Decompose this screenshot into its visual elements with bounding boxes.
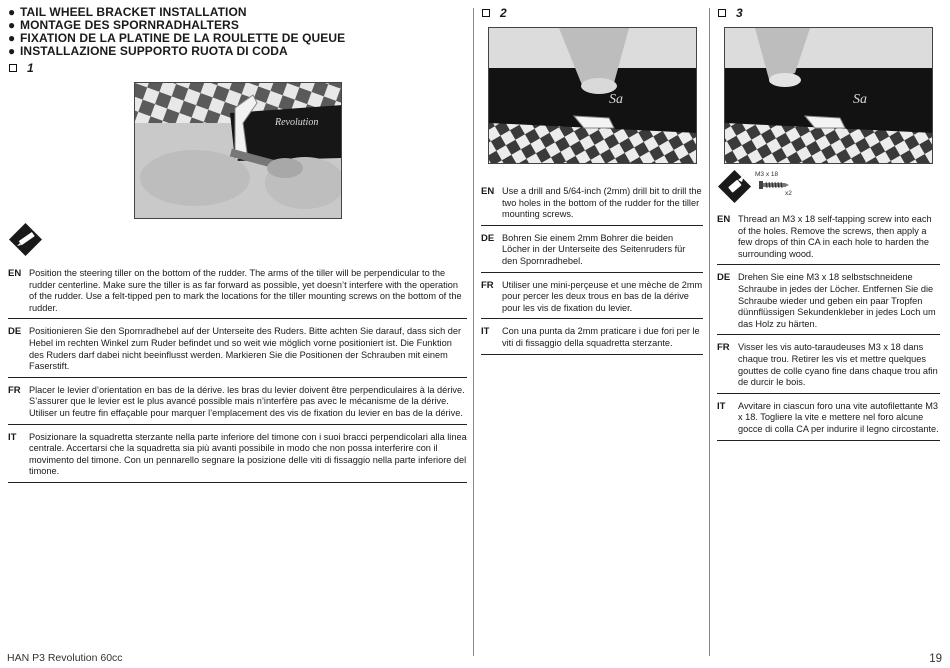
lang-code-de: DE xyxy=(8,326,22,338)
column-divider-2 xyxy=(709,8,710,656)
step-3-instructions xyxy=(717,212,940,446)
lang-code-en: EN xyxy=(717,214,731,225)
instruction-text: Posizionare la squadretta sterzante nella parte inferiore del timone con i suoi bracci perpendicolari alla linea centrale. Accertarsi che la squadretta sia più avanti possibile in modo che non possa interferire con il movimento del timone. Con un pennarello segnare la posizione delle viti di fissaggio nella parte inferiore del timone. xyxy=(29,431,467,477)
step-checkbox-icon xyxy=(718,9,726,17)
instruction-text: Avvitare in ciascun foro una vite autofilettante M3 x 18. Togliere la vite e mettere nel foro alcune gocce di colla CA per indurire il legno circostante. xyxy=(738,400,939,434)
screw-figure xyxy=(755,171,795,199)
heading-de: ● MONTAGE DES SPORNRADHALTERS xyxy=(8,18,239,32)
heading-fr: ● FIXATION DE LA PLATINE DE LA ROULETTE DE QUEUE xyxy=(8,31,346,45)
instruction-text: Placer le levier d’orientation en bas de la dérive. les bras du levier doivent être perpendiculaires à la dérive. S’assurer que le levier est le plus avancé possible mais n’interfère pas avec le mécanisme de la dérive. Utiliser un feutre fin effaçable pour marquer l’emplacement des vis de fixation du levier en bas de la dérive. xyxy=(29,384,465,418)
step-3-fr-block xyxy=(717,340,940,393)
step-2-header: 2 xyxy=(482,6,507,20)
step-2-de-block xyxy=(481,231,703,273)
step-1-header: 1 xyxy=(9,61,34,75)
instruction-text: Drehen Sie eine M3 x 18 selbstschneidene Schraube in jedes der Löcher. Entfernen Sie die Schraube wieder und geben ein paar Tropfen dünnflüssigen Sekundenkleber in jedes Loch um das Holz zu härten. xyxy=(738,272,936,329)
footer-product-name: HAN P3 Revolution 60cc xyxy=(7,652,123,664)
step-1-en-block xyxy=(8,266,467,319)
photo-3-decal-text: Sa xyxy=(853,92,867,107)
step-2-instructions xyxy=(481,184,703,360)
step-1-it-block xyxy=(8,430,467,483)
glue-bottle-icon xyxy=(718,170,751,203)
column-divider-1 xyxy=(473,8,474,656)
lang-code-fr: FR xyxy=(8,384,21,396)
step-3-it-block xyxy=(717,399,940,441)
step-checkbox-icon xyxy=(482,9,490,17)
lang-code-it: IT xyxy=(8,431,17,443)
photo-1-decal-text: Revolution xyxy=(275,117,319,128)
felt-pen-icon xyxy=(9,223,42,256)
instruction-text: Visser les vis auto-taraudeuses M3 x 18 dans chaque trou. Retirer les vis et mettre quelques gouttes de colle cyano fine dans chaque trou afin de durcir le bois. xyxy=(738,342,938,388)
step-1-fr-block xyxy=(8,383,467,425)
screw-quantity: x2 xyxy=(785,190,792,197)
step-3-header: 3 xyxy=(718,6,743,20)
lang-code-de: DE xyxy=(481,232,495,244)
lang-code-fr: FR xyxy=(481,279,494,291)
instruction-text: Con una punta da 2mm praticare i due fori per le viti di fissaggio della squadretta sterzante. xyxy=(502,326,700,348)
instruction-text: Positionieren Sie den Spornradhebel auf der Unterseite des Ruders. Bitte achten Sie darauf, dass sich der Hebel im rechten Winkel zum Ruder befindet und so weit wie möglich vorne positioniert ist. Die Funktion des Ruders darf dabei nicht beeinflusst werden. Markieren Sie die Positionen der Schrauben mit einem Faserstift. xyxy=(29,326,462,372)
step-3-de-block xyxy=(717,270,940,335)
step-2-en-block xyxy=(481,184,703,226)
instruction-text: Use a drill and 5/64-inch (2mm) drill bit to drill the two holes in the bottom of the rudder for the tiller mounting screws. xyxy=(502,186,702,220)
photo-2-decal-text: Sa xyxy=(609,92,623,107)
screw-icon xyxy=(759,180,789,190)
step-1-photo xyxy=(134,82,342,219)
heading-it: ● INSTALLAZIONE SUPPORTO RUOTA DI CODA xyxy=(8,44,288,58)
page-number: 19 xyxy=(929,653,942,665)
step-1-de-block xyxy=(8,324,467,377)
screw-size-label: M3 x 18 xyxy=(755,171,779,178)
step-3-photo xyxy=(724,27,933,164)
instruction-text: Position the steering tiller on the bottom of the rudder. The arms of the tiller will be perpendicular to the rudder centerline. Make sure the tiller is as far forward as possible, yet doesn’t interfere with the operation of the rudder. Use a felt-tipped pen to mark the locations for the tiller mounting screws on the bottom of the rudder. xyxy=(29,268,462,313)
instruction-text: Bohren Sie einem 2mm Bohrer die beiden Löcher in der Unterseite des Seitenruders für den Spornradhebel. xyxy=(502,232,686,266)
instruction-text: Thread an M3 x 18 self-tapping screw into each of the holes. Remove the screws, then apply a few drops of thin CA in each hole to harden the surrounding wood. xyxy=(738,214,932,259)
step-2-photo xyxy=(488,27,697,164)
lang-code-de: DE xyxy=(717,272,731,284)
step-checkbox-icon xyxy=(9,64,17,72)
section-headings xyxy=(8,6,468,58)
heading-en: ● TAIL WHEEL BRACKET INSTALLATION xyxy=(8,5,247,19)
step-3-en-block xyxy=(717,212,940,265)
lang-code-it: IT xyxy=(481,326,490,338)
step-1-instructions xyxy=(8,266,467,488)
instruction-text: Utiliser une mini-perçeuse et une mèche de 2mm pour percer les deux trous en bas de la dérive pour les vis de fixation du levier. xyxy=(502,279,703,313)
lang-code-en: EN xyxy=(8,268,22,279)
step-2-it-block xyxy=(481,324,703,354)
lang-code-fr: FR xyxy=(717,342,730,354)
lang-code-en: EN xyxy=(481,186,495,197)
lang-code-it: IT xyxy=(717,400,726,412)
step-2-fr-block xyxy=(481,278,703,320)
